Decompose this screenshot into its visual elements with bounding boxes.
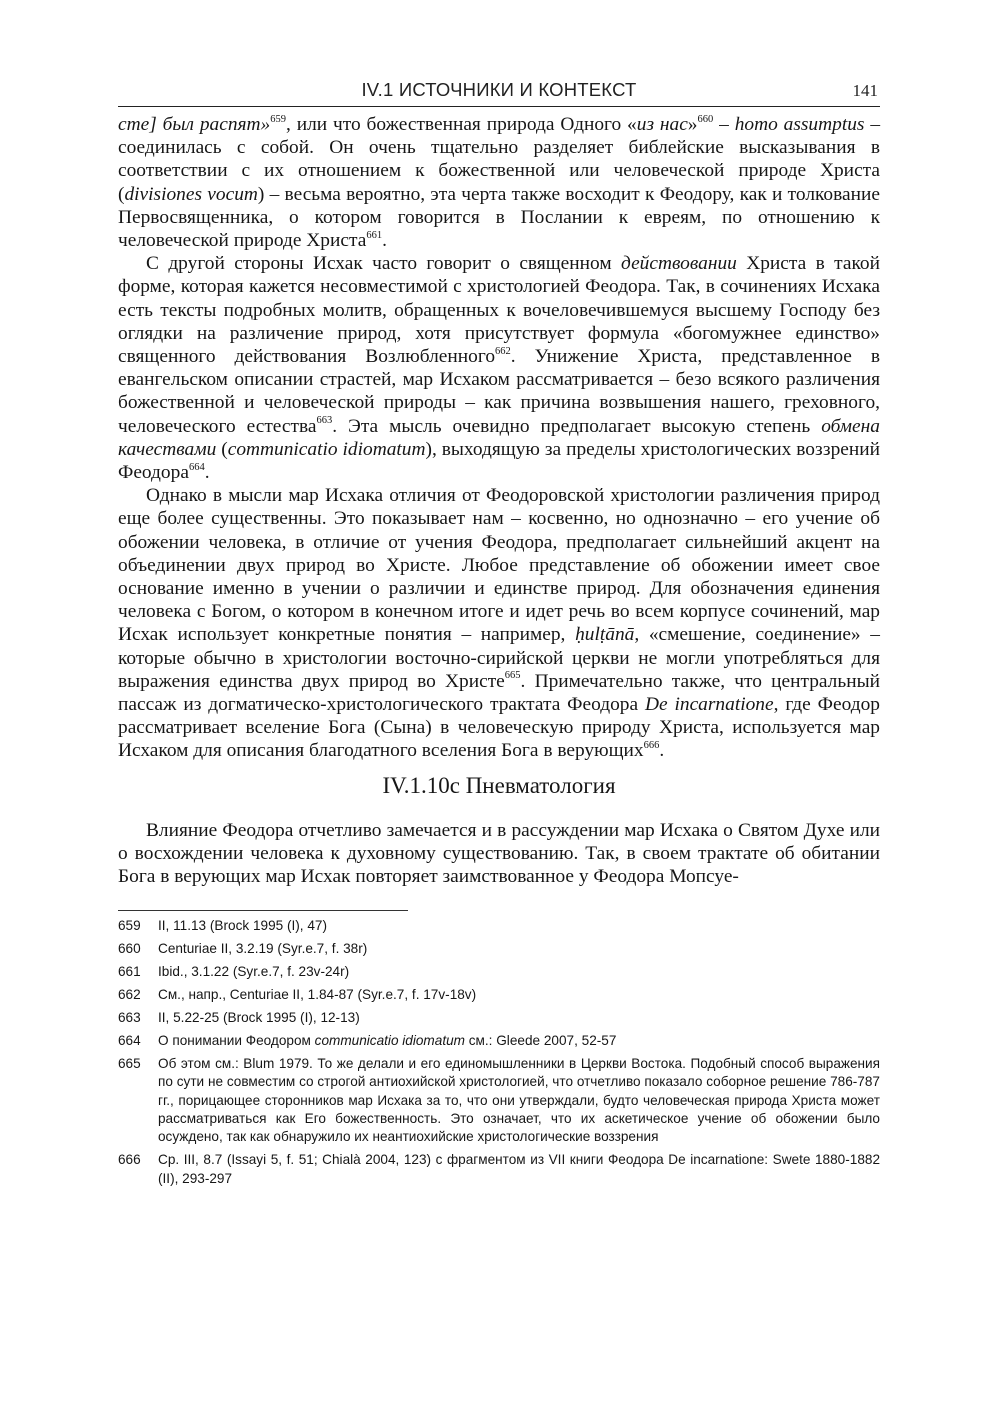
text-run: ), выходящую за пределы христологических воззрений Феодора: [118, 438, 880, 484]
italic-text: действовании: [621, 253, 737, 275]
footnote-number: 666: [118, 1152, 141, 1168]
footnote-ref: 661: [366, 229, 383, 241]
footnote: [118, 1055, 880, 1147]
text-run: См., напр., Centuriae II, 1.84-87 (Syr.e.7, f. 17v-18v): [158, 987, 477, 1003]
italic-text: De incarnatione: [645, 694, 774, 716]
section-heading: IV.1.10c Пневматология: [382, 772, 616, 798]
text-run: см.: Gleede 2007, 52-57: [464, 1032, 617, 1048]
footnote-text: [158, 1009, 880, 1027]
footnote-number: 661: [118, 964, 141, 980]
text-run: , где Феодор рассматривает вселение Бога (Сына) в человеческую природу Христа, используется мар Исхаком для описания благодатного вселения Бога в верующих: [118, 694, 880, 762]
footnote: [118, 1151, 880, 1188]
main-text: [118, 113, 880, 888]
italic-text: из нас: [636, 114, 688, 135]
text-run: Влияние Феодора отчетливо замечается и в рассуждении мар Исхака о Святом Духе или о восхождении человека к духовному существованию. Так, в своем трактате об обитании Бога в верующих мар Исхак повторяет заимствованное у Феодора Мопсуе-: [118, 819, 880, 888]
text-run: , «смешение, соединение» – которые обычно в христологии восточно-сирийской церкви не могли употребляться для выражения единства двух природ во Христе: [118, 624, 880, 692]
text-run: Ср. III, 8.7 (Issayi 5, f. 51; Chialà 2004, 123) с фрагментом из VII книги Феодора De incarnatione: Swete 1880-1882 (II), 293-297: [158, 1152, 880, 1186]
footnote-ref: 665: [504, 670, 521, 682]
footnote-text: [158, 986, 880, 1004]
footnote-ref: 662: [495, 345, 511, 357]
text-run: . Унижение Христа, представленное в евангельском описании страстей, мар Исхаком рассматривается – безо всякого различения божественной и человеческой природы – как причина возвышения нашего, греховного, человеческого естества: [118, 346, 880, 437]
italic-text: ḥulṭānā: [575, 624, 635, 646]
paragraph: [118, 484, 880, 762]
paragraph: [118, 252, 880, 484]
footnote: [118, 1009, 880, 1027]
text-run: Христа в такой форме, которая кажется несовместимой с христологией Феодора. Так, в сочинениях Исхака есть тексты подробных молитв, обращенных к вочеловечившемуся высшему Господу без оглядки на различение природ, хотя присутствует формула «богомужнее единство» священного действования Возлюбленного: [118, 253, 880, 368]
footnote-text: [158, 963, 880, 981]
footnote-ref: 660: [697, 113, 714, 125]
footnote-ref: 659: [270, 113, 286, 125]
footnote: [118, 917, 880, 935]
page-number: 141: [852, 81, 878, 100]
italic-text: divisiones vocum: [124, 183, 258, 205]
footnote-number: 665: [118, 1055, 141, 1071]
footnote-number: 660: [118, 941, 141, 957]
text-run: Centuriae II, 3.2.19 (Syr.e.7, f. 38r): [158, 941, 368, 957]
text-run: »: [687, 114, 698, 135]
text-run: .: [382, 230, 387, 252]
text-run: Об этом см.: Blum 1979. То же делали и его единомышленники в Церкви Востока. Подобный способ выражения по сути не совместим со строгой антиохийской христологией, что отчетливо показало соборное решение 786-787 гг., порицающее сторонников мар Исхака за то, что они утверждали, будто человеческая природа Христа может рассматриваться как Его божественность. Это означает, что их аскетическое учение об обожении было осуждено, так как обнаружило их неантиохийские христологические воззрения: [158, 1055, 880, 1145]
footnote-number: 664: [118, 1032, 141, 1048]
footnote-ref: 663: [316, 415, 333, 427]
footnote-ref: 664: [188, 461, 205, 473]
italic-text: сте] был распят»: [118, 114, 271, 135]
text-run: Однако в мысли мар Исхака отличия от Феодоровской христологии различения природ еще более существенны. Это показывает нам – косвенно, но однозначно – его учение об обожении человека, в отличие от учения Феодора, предполагает сильнейший акцент на объединении двух природ во Христе. Любое представление об обожении имеет свое основание именно в учении о различии и единстве природ. Для обозначения единения человека с Богом, о котором в конечном итоге и идет речь во всем корпусе сочинений, мар Исхак использует конкретные понятия – например,: [118, 485, 880, 646]
paragraph: [118, 113, 880, 252]
footnote-text: [158, 1055, 880, 1147]
book-page: [118, 72, 880, 1392]
footnote-divider: [118, 910, 408, 911]
footnote: [118, 963, 880, 981]
text-run: (: [216, 438, 228, 460]
footnote-text: [158, 1151, 880, 1188]
text-run: II, 11.13 (Brock 1995 (I), 47): [158, 918, 327, 934]
section-paragraph: [118, 819, 880, 889]
italic-text: обмена качествами: [118, 415, 880, 460]
footnote-text: [158, 940, 880, 958]
footnote-number: 662: [118, 987, 141, 1003]
footnote: [118, 986, 880, 1004]
running-title: IV.1 ИСТОЧНИКИ И КОНТЕКСТ: [361, 79, 637, 100]
running-header: [118, 72, 880, 107]
footnote-text: [158, 917, 880, 935]
footnote-ref: 666: [643, 740, 660, 752]
text-run: . Примечательно также, что центральный пассаж из догматическо-христологического трактата Феодора: [118, 670, 880, 716]
italic-text: homo assumptus: [734, 114, 865, 135]
text-run: II, 5.22-25 (Brock 1995 (I), 12-13): [158, 1009, 360, 1025]
text-run: –: [713, 114, 735, 135]
italic-text: communicatio idiomatum: [314, 1032, 465, 1048]
footnote-number: 659: [118, 918, 141, 934]
footnote: [118, 940, 880, 958]
text-run: , или что божественная природа Одного «: [286, 114, 637, 135]
text-run: . Эта мысль очевидно предполагает высокую степень: [332, 415, 822, 437]
text-run: .: [204, 462, 210, 484]
footnote: [118, 1032, 880, 1050]
footnotes: [118, 917, 880, 1188]
footnote-text: [158, 1032, 880, 1050]
italic-text: communicatio idiomatum: [227, 438, 426, 460]
text-run: .: [659, 740, 665, 762]
text-run: Ibid., 3.1.22 (Syr.e.7, f. 23v-24r): [158, 964, 350, 980]
footnote-number: 663: [118, 1009, 141, 1025]
text-run: – соединилась с собой. Он очень тщательно разделяет библейские высказывания в соответствии с их отношением к божественной или человеческой природе Христа (: [118, 114, 881, 205]
text-run: ) – весьма вероятно, эта черта также восходит к Феодору, как и толкование Первосвященника, о котором говорится в Послании к евреям, по отношению к человеческой природе Христа: [118, 183, 880, 252]
text-run: С другой стороны Исхак часто говорит о священном: [146, 253, 622, 275]
text-run: О понимании Феодором: [158, 1032, 315, 1048]
